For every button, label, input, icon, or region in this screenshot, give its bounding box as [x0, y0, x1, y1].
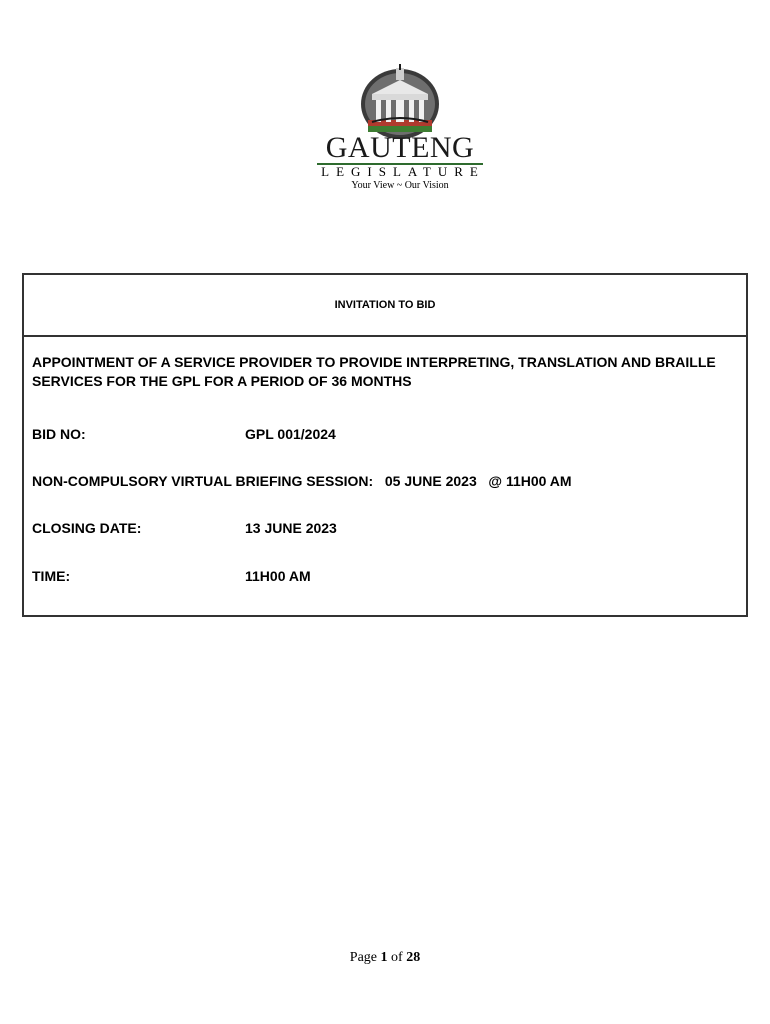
- bid-number-label: BID NO:: [32, 426, 86, 442]
- closing-date-label: CLOSING DATE:: [32, 520, 142, 536]
- invitation-header: [24, 275, 746, 337]
- bid-title: APPOINTMENT OF A SERVICE PROVIDER TO PROVIDE INTERPRETING, TRANSLATION AND BRAILLE SERVICES FOR THE GPL FOR A PERIOD OF 36 MONTHS: [32, 354, 716, 389]
- page-number-footer: [0, 950, 770, 966]
- briefing-session-label: NON-COMPULSORY VIRTUAL BRIEFING SESSION:: [32, 473, 374, 489]
- current-page-number: 1: [380, 950, 388, 965]
- bid-number-value: GPL 001/2024: [245, 426, 336, 442]
- logo-wordmark: GAUTENG: [325, 131, 475, 164]
- bid-number-row: [32, 425, 336, 443]
- closing-date-row: [32, 519, 337, 537]
- invitation-heading: INVITATION TO BID: [334, 299, 436, 311]
- closing-date-value: 13 JUNE 2023: [245, 520, 337, 536]
- logo-subtitle: LEGISLATURE: [321, 164, 485, 179]
- bid-details-box: [22, 273, 748, 617]
- total-page-count: 28: [406, 950, 421, 965]
- logo-tagline: Your View ~ Our Vision: [351, 180, 449, 191]
- page-word: Page: [349, 950, 378, 965]
- closing-time-label: TIME:: [32, 568, 71, 584]
- closing-time-row: [32, 567, 311, 585]
- legislature-building-emblem: [358, 64, 442, 140]
- gauteng-legislature-logo: [300, 60, 500, 200]
- briefing-session-row: [32, 472, 572, 490]
- briefing-session-value: 05 JUNE 2023 @ 11H00 AM: [384, 473, 572, 489]
- closing-time-value: 11H00 AM: [245, 568, 311, 584]
- of-word: of: [391, 950, 403, 965]
